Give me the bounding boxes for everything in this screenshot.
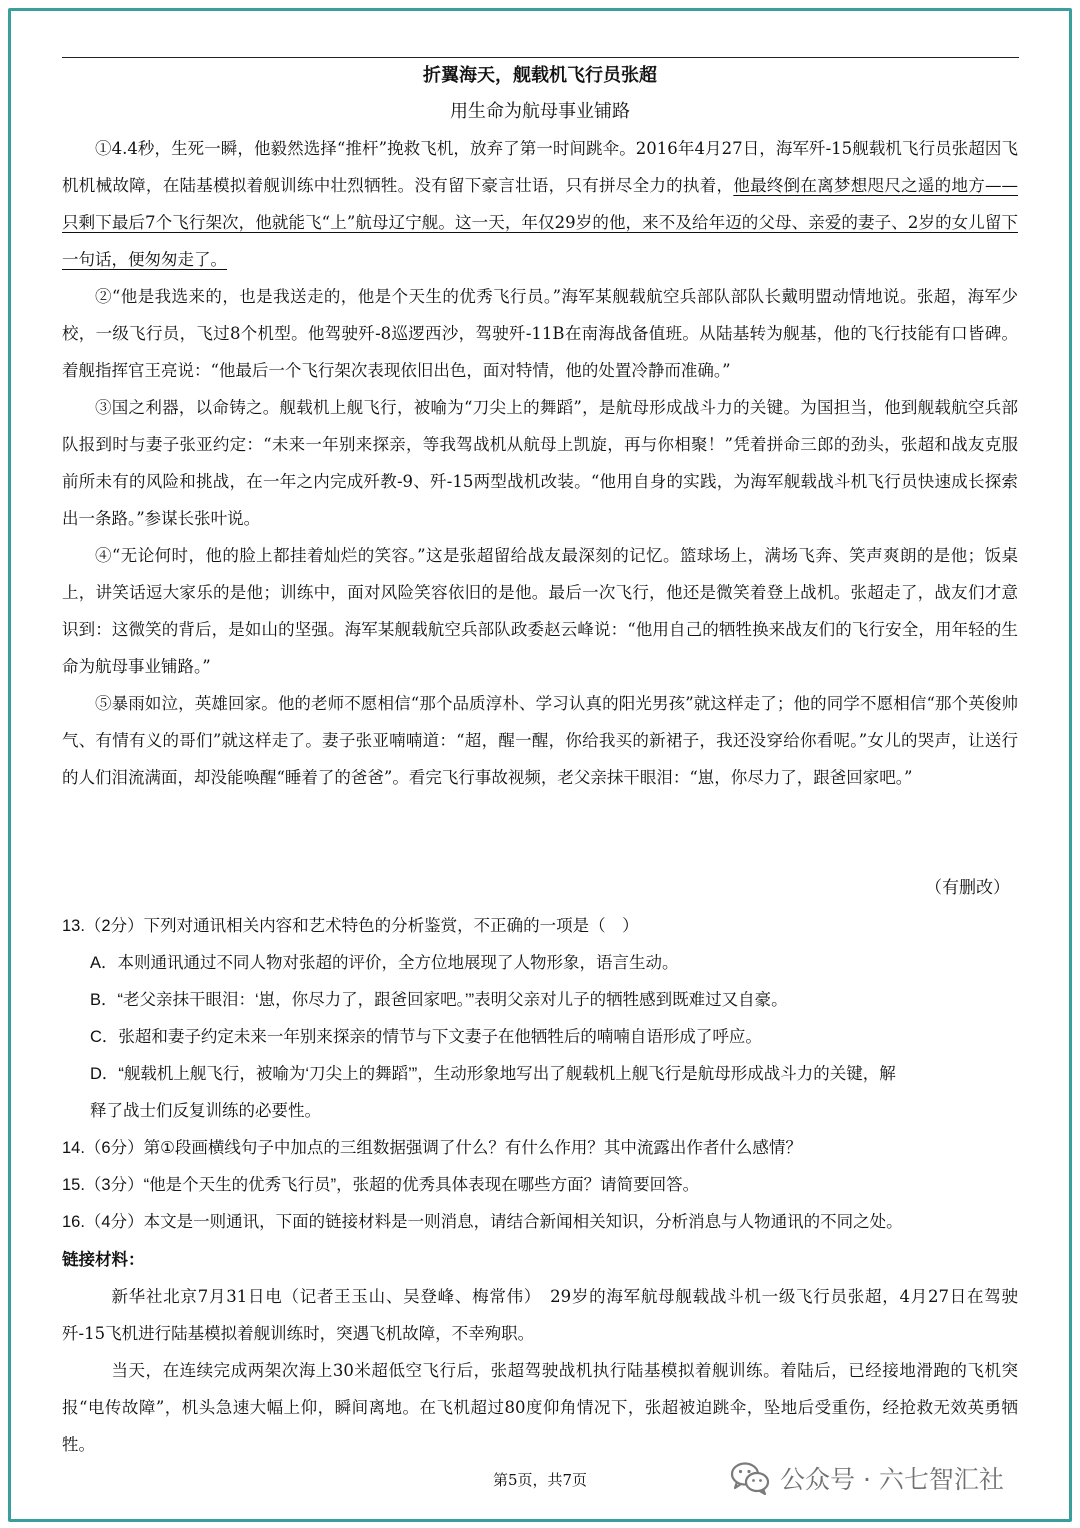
link-material-heading: 链接材料： bbox=[62, 1250, 145, 1269]
link-material-body bbox=[62, 1278, 1018, 1463]
watermark bbox=[730, 1460, 1004, 1496]
paragraph-3: ③国之利器，以命铸之。舰载机上舰飞行，被喻为“刀尖上的舞蹈”，是航母形成战斗力的关键。为国担当，他到舰载航空兵部队报到时与妻子张亚约定：“未来一年别来探亲，等我驾战机从航母上凯旋，再与你相聚！”凭着拼命三郎的劲头，张超和战友克服前所未有的风险和挑战，在一年之内完成歼教-9、歼-15两型战机改装。“他用自身的实践，为海军舰载战斗机飞行员快速成长探索出一条路。”参谋长张叶说。 bbox=[62, 398, 1018, 528]
option-a: A．本则通讯通过不同人物对张超的评价，全方位地展现了人物形象，语言生动。 bbox=[90, 954, 679, 972]
link-paragraph-1: 新华社北京7月31日电（记者王玉山、吴登峰、梅常伟） 29岁的海军航母舰载战斗机一级飞行员张超，4月27日在驾驶歼-15飞机进行陆基模拟着舰训练时，突遇飞机故障，不幸殉职。 bbox=[62, 1287, 1018, 1343]
article-body bbox=[62, 130, 1018, 796]
paragraph-1-lead: ①4.4秒，生死一瞬，他毅然选择“推杆”挽救飞机，放弃了第一时间跳伞。2016年4月27日，海军歼-15舰载机飞行员张超因飞机机械故障，在陆基模拟着舰训练中壮烈牺牲。没有留下豪言壮语，只有拼尽全力的执着， bbox=[62, 139, 1018, 195]
header-rule bbox=[62, 57, 1019, 58]
link-paragraph-2: 当天，在连续完成两架次海上30米超低空飞行后，张超驾驶战机执行陆基模拟着舰训练。着陆后，已经接地滑跑的飞机突报“电传故障”，机头急速大幅上仰，瞬间离地。在飞机超过80度仰角情况下，张超被迫跳伞，坠地后受重伤，经抢救无效英勇牺牲。 bbox=[62, 1361, 1018, 1454]
article-subtitle: 用生命为航母事业铺路 bbox=[450, 101, 630, 122]
option-d-line1: D．“舰载机上舰飞行，被喻为‘刀尖上的舞蹈’”，生动形象地写出了舰载机上舰飞行是航母形成战斗力的关键，解 bbox=[90, 1065, 896, 1083]
question-13-stem: 13.（2分）下列对通讯相关内容和艺术特色的分析鉴赏，不正确的一项是（ ） bbox=[62, 917, 639, 935]
paragraph-5: ⑤暴雨如泣，英雄回家。他的老师不愿相信“那个品质淳朴、学习认真的阳光男孩”就这样走了；他的同学不愿相信“那个英俊帅气、有情有义的哥们”就这样走了。妻子张亚喃喃道：“超，醒一醒，你给我买的新裙子，我还没穿给你看呢。”女儿的哭声，让送行的人们泪流满面，却没能唤醒“睡着了的爸爸”。看完飞行事故视频，老父亲抹干眼泪：“崽，你尽力了，跟爸回家吧。” bbox=[62, 694, 1018, 787]
page-number: 第5页，共7页 bbox=[492, 1471, 588, 1489]
watermark-text: 公众号 · 六七智汇社 bbox=[780, 1465, 1004, 1494]
paragraph-2: ②“他是我选来的，也是我送走的，他是个天生的优秀飞行员。”海军某舰载航空兵部队部队长戴明盟动情地说。张超，海军少校，一级飞行员，飞过8个机型。他驾驶歼-8巡逻西沙，驾驶歼-11B在南海战备值班。从陆基转为舰基，他的飞行技能有口皆碑。着舰指挥官王亮说：“他最后一个飞行架次表现依旧出色，面对特情，他的处置冷静而准确。” bbox=[62, 287, 1018, 380]
wechat-icon bbox=[730, 1461, 770, 1495]
option-d bbox=[62, 1056, 1022, 1130]
source-note: （有删改） bbox=[925, 878, 1010, 898]
question-14: 14.（6分）第①段画横线句子中加点的三组数据强调了什么？有什么作用？其中流露出作者什么感情？ bbox=[62, 1139, 802, 1157]
question-13 bbox=[62, 908, 1022, 1130]
paragraph-1 bbox=[62, 130, 1018, 278]
question-15: 15.（3分）“他是个天生的优秀飞行员”，张超的优秀具体表现在哪些方面？请简要回答。 bbox=[62, 1176, 700, 1194]
article-title: 折翼海天，舰载机飞行员张超 bbox=[423, 65, 657, 86]
option-c: C．张超和妻子约定未来一年别来探亲的情节与下文妻子在他牺牲后的喃喃自语形成了呼应。 bbox=[90, 1028, 762, 1046]
question-16: 16.（4分）本文是一则通讯，下面的链接材料是一则消息，请结合新闻相关知识，分析消息与人物通讯的不同之处。 bbox=[62, 1213, 903, 1231]
option-b: B．“老父亲抹干眼泪：‘崽，你尽力了，跟爸回家吧。’”表明父亲对儿子的牺牲感到既难过又自豪。 bbox=[90, 991, 788, 1009]
option-d-line2: 释了战士们反复训练的必要性。 bbox=[90, 1102, 321, 1120]
underlined-sentence: 他最终倒在离梦想咫尺之遥的地方——只剩下最后7个飞行架次，他就能飞“上”航母辽宁舰。这一天，年仅29岁的他，来不及给年迈的父母、亲爱的妻子、2岁的女儿留下一句话，便匆匆走了。 bbox=[62, 176, 1019, 269]
paragraph-4: ④“无论何时，他的脸上都挂着灿烂的笑容。”这是张超留给战友最深刻的记忆。篮球场上，满场飞奔、笑声爽朗的是他；饭桌上，讲笑话逗大家乐的是他；训练中，面对风险笑容依旧的是他。最后一次飞行，他还是微笑着登上战机。张超走了，战友们才意识到：这微笑的背后，是如山的坚强。海军某舰载航空兵部队政委赵云峰说：“他用自己的牺牲换来战友们的飞行安全，用年轻的生命为航母事业铺路。” bbox=[62, 546, 1018, 676]
